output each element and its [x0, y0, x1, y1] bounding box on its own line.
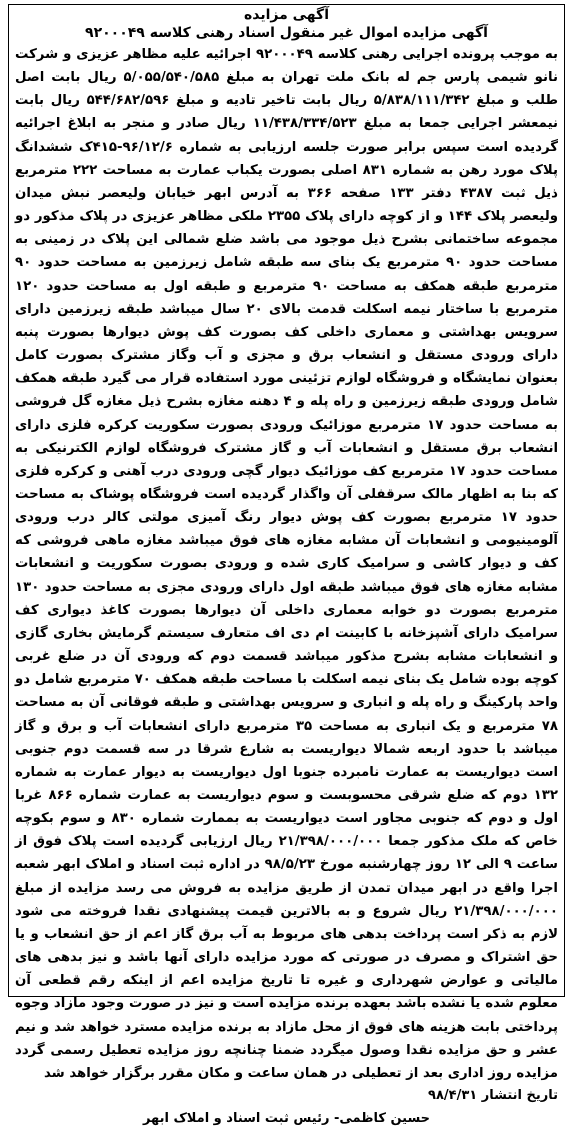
notice-title: آگهی مزایده: [243, 7, 329, 23]
notice-body: [15, 43, 558, 1085]
notice-subtitle: آگهی مزایده اموال غیر منقول اسناد رهنی کلاسه ۹۲۰۰۰۴۹: [85, 25, 488, 41]
signature: حسین کاظمی- رئیس ثبت اسناد و املاک ابهر: [142, 1111, 431, 1127]
notice-paragraph: به موجب پرونده اجرایی رهنی کلاسه ۹۲۰۰۰۴۹ اجرائیه علیه مظاهر عزیزی و شرکت نانو شیمی پارس جم له بانک ملت تهران به مبلغ ۵/۰۵۵/۵۴۰/۵۸۵ ریال بابت اصل طلب و مبلغ ۵/۸۳۸/۱۱۱/۳۴۲ ریال بابت تاخیر تادیه و مبلغ ۵۴۴/۶۸۲/۵۹۶ ریال بابت نیمعشر اجرایی جمعا به مبلغ ۱۱/۴۳۸/۳۳۴/۵۲۳ ریال صادر و منجر به ابلاغ اجرائیه گردیده است سپس برابر صورت جلسه ارزیابی به شماره ۹۶/۱۲/۶-۴۱۵ک ششدانگ پلاک مورد رهن به شماره ۸۳۱ اصلی بصورت یکباب عمارت به مساحت ۲۲۲ مترمربع ذیل ثبت ۴۳۸۷ دفتر ۱۳۳ صفحه ۳۶۶ به آدرس ابهر خیابان ولیعصر نبش میدان ولیعصر پلاک ۱۴۴ و از کوچه دارای پلاک ۲۳۵۵ ملکی مظاهر عزیزی در پلاک مذکور دو مجموعه ساختمانی بشرح ذیل موجود می باشد ضلع شمالی این پلاک در زمینی به مساحت حدود ۹۰ مترمربع یک بنای سه طبقه شامل زیرزمین به مساحت حدود ۹۰ مترمربع طبقه همکف به مساحت ۹۰ مترمربع و طبقه اول به مساحت حدود ۱۲۰ مترمربع با ساختار نیمه اسکلت قدمت بالای ۲۰ سال میباشد طبقه زیرزمین دارای سرویس بهداشتی و معماری داخلی کف بصورت کف پوش دیوارها بصورت پنبه دارای ورودی مستقل و انشعاب برق و مجزی و آب وگاز مشترک بصورت کامل بعنوان نمایشگاه و فروشگاه لوازم تزئینی مورد استفاده قرار می گیرد طبقه همکف شامل ورودی طبقه زیرزمین و راه پله و ۴ دهنه مغازه بشرح ذیل مغازه گل فروشی به مساحت حدود ۱۷ مترمربع موزائیک ورودی بصورت سکوریت کرکره فلزی دارای انشعاب برق مستقل و انشعابات آب و گاز مشترک فروشگاه لوازم الکترنیکی به مساحت حدود ۱۷ مترمربع کف موزائیک دیوار گچی ورودی درب آهنی و کرکره فلزی که بنا به اظهار مالک سرقفلی آن واگذار گردیده است فروشگاه پوشاک به مساحت حدود ۱۷ مترمربع بصورت کف پوش دیوار رنگ آمیزی مولتی کالر درب ورودی آلومینیومی و انشعابات آن مشابه مغازه های فوق میباشد مغازه ماهی فروشی که کف و دیوار کاشی و سرامیک کاری شده و ورودی بصورت سکوریت و انشعابات مشابه مغازه های فوق میباشد طبقه اول دارای ورودی مجزی به مساحت حدود ۱۳۰ مترمربع بصورت دو خوابه معماری داخلی آن دیوارها بصورت کاغذ دیواری کف سرامیک دارای آشپزخانه با کابینت ام دی اف متعارف سیستم گرمایش بخاری گازی و انشعابات مشابه بشرح مذکور میباشد قسمت دوم که ورودی آن در ضلع غربی کوچه بوده شامل یک بنای نیمه اسکلت با مساحت طبقه همکف ۷۰ مترمربع شامل دو واحد پارکینگ و راه پله و انباری و سرویس بهداشتی و طبقه فوقانی آن به مساحت ۷۸ مترمربع و یک انباری به مساحت ۳۵ مترمربع دارای انشعابات آب و برق و گاز میباشد با حدود اربعه شمالا دیواریست به شارع شرقا در سه قسمت دوم جنوبی است دیواریست به عمارت نامبرده جنوبا اول دیواریست به دیوار عمارت به شماره ۱۳۲ دوم که ضلع شرقی محسوبست و سوم دیواریست به عمارت شماره ۸۶۶ غربا اول و دوم که جنوبی مجاور است دیواریست به بممارت شماره ۸۳۰ و سوم بکوچه خاص که ملک مذکور جمعا ۲۱/۳۹۸/۰۰۰/۰۰۰ ریال ارزیابی گردیده است پلاک فوق از ساعت ۹ الی ۱۲ روز چهارشنبه مورخ ۹۸/۵/۲۳ در اداره ثبت اسناد و املاک ابهر شعبه اجرا واقع در ابهر میدان تمدن از طریق مزایده به فروش می رسد مزایده از مبلغ ۲۱/۳۹۸/۰۰۰/۰۰۰ ریال شروع و به بالاترین قیمت پیشنهادی نقدا فروخته می شود لازم به ذکر است پرداخت بدهی های مربوط به آب برق گاز اعم از حق انشعاب و یا حق اشتراک و مصرف در صورتی که مورد مزایده دارای آنها باشد و نیز بدهی های مالیاتی و عوارض شهرداری و غیره تا تاریخ مزایده اعم از اینکه رقم قطعی آن معلوم شده یا نشده باشد بعهده برنده مزایده است و نیز در صورت وجود مازاد وجوه پرداختی بابت هزینه های فوق از محل مازاد به برنده مزایده مسترد خواهد شد و نیم عشر و حق مزایده نقدا وصول میگردد ضمنا چنانچه روز مزایده تعطیل رسمی گردد مزایده روز اداری بعد از تعطیلی در همان ساعت و مکان مقرر برگزار خواهد شد: [15, 47, 558, 1081]
publish-date: تاریخ انتشار ۹۸/۴/۳۱: [428, 1088, 558, 1104]
auction-notice: [8, 4, 565, 1127]
